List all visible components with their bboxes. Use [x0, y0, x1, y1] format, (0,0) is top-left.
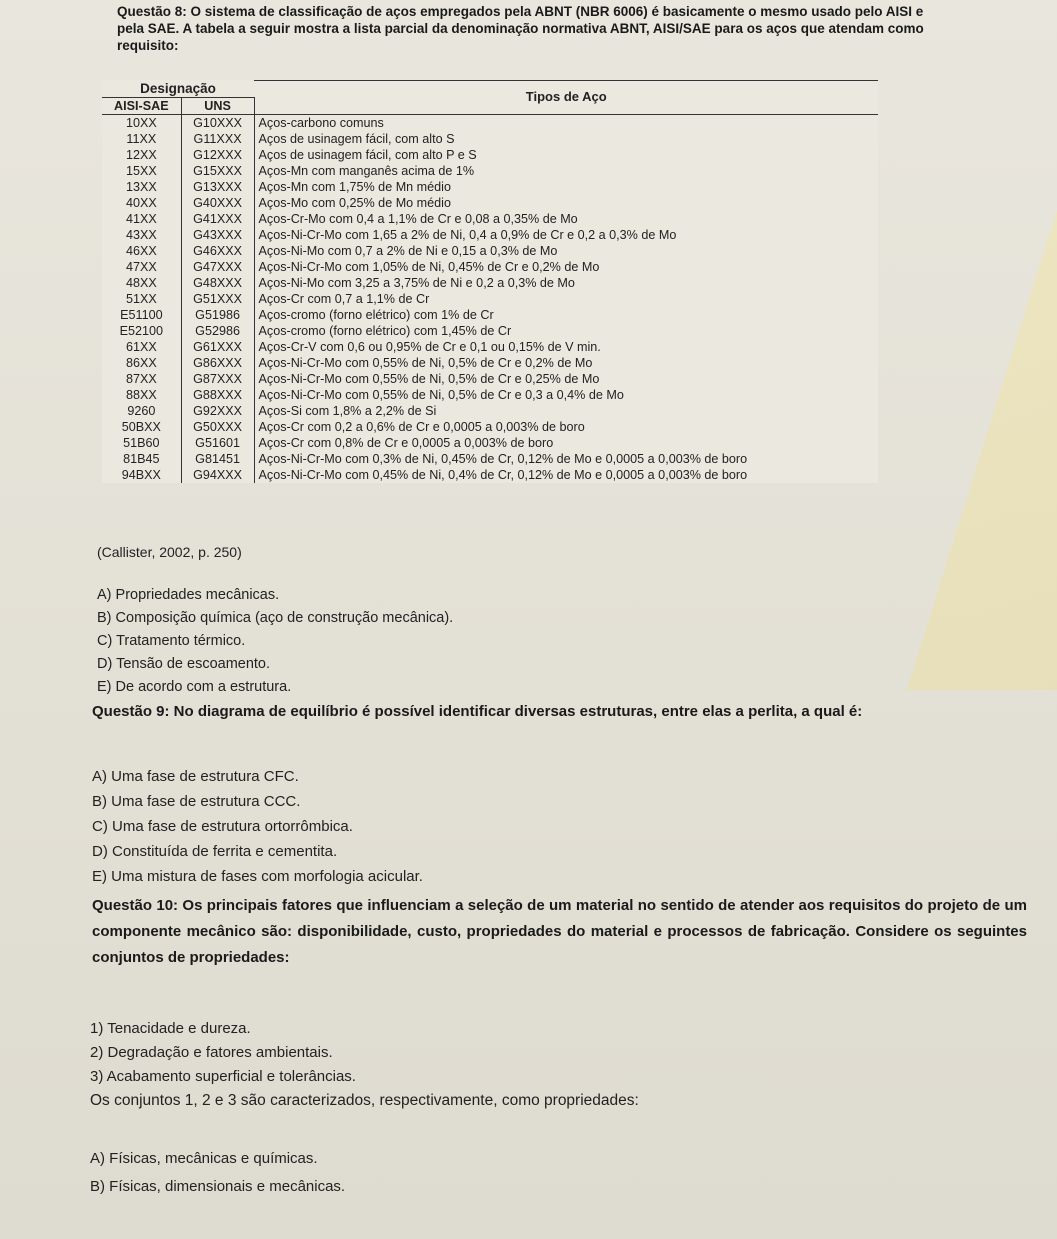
table-row [102, 114, 878, 131]
cell-type: Aços-Ni-Cr-Mo com 0,55% de Ni, 0,5% de Cr e 0,3 a 0,4% de Mo [258, 387, 624, 402]
table-row [102, 307, 878, 323]
cell-aisi: 88XX [102, 387, 181, 403]
q8-option-c[interactable]: C) Tratamento térmico. [97, 633, 246, 649]
cell-uns: G92XXX [181, 403, 254, 419]
q9-option-a[interactable]: A) Uma fase de estrutura CFC. [92, 768, 299, 785]
table-row [102, 339, 878, 355]
cell-uns: G46XXX [181, 243, 254, 259]
cell-uns: G86XXX [181, 355, 254, 371]
cell-uns: G94XXX [181, 467, 254, 483]
table-header-designacao: Designação [102, 81, 254, 98]
cell-type: Aços-Ni-Mo com 3,25 a 3,75% de Ni e 0,2 a 0,3% de Mo [258, 275, 575, 290]
cell-aisi: 86XX [102, 355, 181, 371]
q9-option-d[interactable]: D) Constituída de ferrita e cementita. [92, 843, 338, 860]
cell-uns: G11XXX [181, 131, 254, 147]
cell-uns: G43XXX [181, 227, 254, 243]
cell-type: Aços-Ni-Cr-Mo com 0,3% de Ni, 0,45% de Cr, 0,12% de Mo e 0,0005 a 0,003% de boro [258, 451, 748, 466]
cell-uns: G51XXX [181, 291, 254, 307]
cell-uns: G41XXX [181, 211, 254, 227]
cell-aisi: 81B45 [102, 451, 181, 467]
table-row [102, 323, 878, 339]
table-row [102, 467, 878, 483]
table-row [102, 179, 878, 195]
table-row [102, 259, 878, 275]
cell-aisi: 10XX [102, 114, 181, 131]
cell-uns: G48XXX [181, 275, 254, 291]
cell-type: Aços-Ni-Cr-Mo com 1,65 a 2% de Ni, 0,4 a 0,9% de Cr e 0,2 a 0,3% de Mo [258, 227, 677, 242]
q10-item-3: 3) Acabamento superficial e tolerâncias. [90, 1068, 356, 1085]
cell-aisi: 11XX [102, 131, 181, 147]
cell-uns: G88XXX [181, 387, 254, 403]
cell-type: Aços-Mn com 1,75% de Mn médio [258, 179, 451, 194]
cell-type: Aços-Si com 1,8% a 2,2% de Si [258, 403, 437, 418]
steel-classification-table [102, 80, 878, 483]
table-header-uns: UNS [181, 97, 254, 114]
cell-aisi: 43XX [102, 227, 181, 243]
question-10-text: Questão 10: Os principais fatores que influenciam a seleção de um material no sentido de atender aos requisitos do projeto de um componente mecânico são: disponibilidade, custo, propriedades do material e processos de fabricação. Considere os seguintes conjuntos de propriedades: [92, 897, 1027, 966]
cell-aisi: 48XX [102, 275, 181, 291]
question-8-text [117, 3, 937, 54]
table-row [102, 131, 878, 147]
cell-uns: G61XXX [181, 339, 254, 355]
table-header-tipos: Tipos de Aço [254, 81, 878, 115]
q10-item-1: 1) Tenacidade e dureza. [90, 1020, 251, 1037]
cell-type: Aços-Mo com 0,25% de Mo médio [258, 195, 451, 210]
cell-type: Aços-Mn com manganês acima de 1% [258, 163, 475, 178]
cell-uns: G12XXX [181, 147, 254, 163]
cell-uns: G47XXX [181, 259, 254, 275]
table-row [102, 435, 878, 451]
cell-aisi: 13XX [102, 179, 181, 195]
cell-uns: G51601 [181, 435, 254, 451]
table-row [102, 211, 878, 227]
cell-aisi: E52100 [102, 323, 181, 339]
cell-type: Aços-cromo (forno elétrico) com 1,45% de Cr [258, 323, 512, 338]
question-8-title: Questão 8: [117, 4, 187, 19]
cell-type: Aços de usinagem fácil, com alto P e S [258, 147, 477, 162]
q10-prompt: Os conjuntos 1, 2 e 3 são caracterizados, respectivamente, como propriedades: [90, 1092, 639, 1109]
table-row [102, 419, 878, 435]
cell-type: Aços-Ni-Cr-Mo com 0,55% de Ni, 0,5% de Cr e 0,25% de Mo [258, 371, 600, 386]
table-row [102, 451, 878, 467]
table-row [102, 355, 878, 371]
cell-aisi: 47XX [102, 259, 181, 275]
table-body [102, 114, 878, 483]
table-header-aisi: AISI-SAE [102, 97, 181, 114]
cell-aisi: 40XX [102, 195, 181, 211]
cell-type: Aços-Ni-Cr-Mo com 1,05% de Ni, 0,45% de Cr e 0,2% de Mo [258, 259, 600, 274]
cell-uns: G13XXX [181, 179, 254, 195]
cell-aisi: 61XX [102, 339, 181, 355]
table-row [102, 371, 878, 387]
q8-option-e[interactable]: E) De acordo com a estrutura. [97, 679, 292, 695]
cell-type: Aços-cromo (forno elétrico) com 1% de Cr [258, 307, 494, 322]
cell-uns: G10XXX [181, 114, 254, 131]
cell-aisi: 15XX [102, 163, 181, 179]
table-source: (Callister, 2002, p. 250) [97, 544, 242, 560]
cell-aisi: 9260 [102, 403, 181, 419]
cell-type: Aços-Ni-Mo com 0,7 a 2% de Ni e 0,15 a 0,3% de Mo [258, 243, 558, 258]
cell-type: Aços-Cr-V com 0,6 ou 0,95% de Cr e 0,1 ou 0,15% de V min. [258, 339, 601, 354]
table-row [102, 275, 878, 291]
cell-aisi: E51100 [102, 307, 181, 323]
table-row [102, 387, 878, 403]
cell-uns: G81451 [181, 451, 254, 467]
table-row [102, 147, 878, 163]
table-row [102, 163, 878, 179]
cell-type: Aços-Cr com 0,2 a 0,6% de Cr e 0,0005 a 0,003% de boro [258, 419, 585, 434]
cell-aisi: 51XX [102, 291, 181, 307]
cell-uns: G87XXX [181, 371, 254, 387]
cell-type: Aços-Ni-Cr-Mo com 0,45% de Ni, 0,4% de Cr, 0,12% de Mo e 0,0005 a 0,003% de boro [258, 467, 748, 482]
question-9-text: Questão 9: No diagrama de equilíbrio é possível identificar diversas estruturas, entre elas a perlita, a qual é: [92, 703, 863, 720]
cell-aisi: 41XX [102, 211, 181, 227]
cell-uns: G15XXX [181, 163, 254, 179]
table-row [102, 195, 878, 211]
table-row [102, 227, 878, 243]
q8-option-d[interactable]: D) Tensão de escoamento. [97, 656, 271, 672]
cell-type: Aços-Cr com 0,7 a 1,1% de Cr [258, 291, 430, 306]
q9-option-c[interactable]: C) Uma fase de estrutura ortorrômbica. [92, 818, 353, 835]
cell-type: Aços-Cr-Mo com 0,4 a 1,1% de Cr e 0,08 a 0,35% de Mo [258, 211, 578, 226]
cell-type: Aços-Cr com 0,8% de Cr e 0,0005 a 0,003% de boro [258, 435, 554, 450]
q8-option-b[interactable]: B) Composição química (aço de construção mecânica). [97, 610, 454, 626]
q10-item-2: 2) Degradação e fatores ambientais. [90, 1044, 333, 1061]
q10-option-b[interactable]: B) Físicas, dimensionais e mecânicas. [90, 1178, 346, 1195]
q10-option-a[interactable]: A) Físicas, mecânicas e químicas. [90, 1150, 318, 1167]
cell-aisi: 51B60 [102, 435, 181, 451]
q9-option-e[interactable]: E) Uma mistura de fases com morfologia acicular. [92, 868, 423, 885]
cell-aisi: 46XX [102, 243, 181, 259]
cell-type: Aços de usinagem fácil, com alto S [258, 131, 455, 146]
table-row [102, 403, 878, 419]
cell-uns: G50XXX [181, 419, 254, 435]
cell-uns: G40XXX [181, 195, 254, 211]
cell-aisi: 94BXX [102, 467, 181, 483]
cell-aisi: 50BXX [102, 419, 181, 435]
q8-option-a[interactable]: A) Propriedades mecânicas. [97, 587, 280, 603]
cell-type: Aços-carbono comuns [258, 115, 384, 130]
cell-uns: G52986 [181, 323, 254, 339]
cell-uns: G51986 [181, 307, 254, 323]
cell-type: Aços-Ni-Cr-Mo com 0,55% de Ni, 0,5% de Cr e 0,2% de Mo [258, 355, 593, 370]
cell-aisi: 87XX [102, 371, 181, 387]
q9-option-b[interactable]: B) Uma fase de estrutura CCC. [92, 793, 301, 810]
cell-aisi: 12XX [102, 147, 181, 163]
table-row [102, 291, 878, 307]
question-8-body: O sistema de classificação de aços empregados pela ABNT (NBR 6006) é basicamente o mesmo usado pelo AISI e pela SAE. A tabela a seguir mostra a lista parcial da denominação normativa ABNT, AISI/SAE para os aços que atendam como requisito: [117, 4, 924, 53]
table-row [102, 243, 878, 259]
